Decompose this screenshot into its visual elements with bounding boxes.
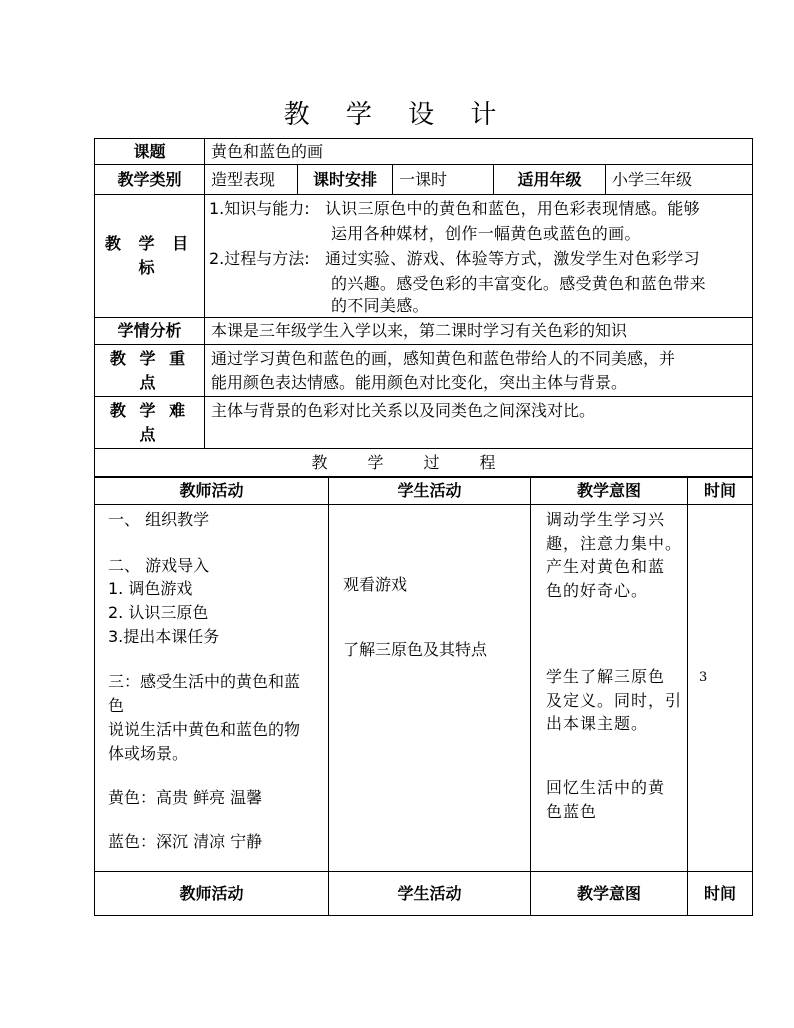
hours-value: 一课时 [393,165,494,195]
goals-label: 教 学 目标 [95,195,205,318]
grade-label: 适用年级 [494,165,606,195]
time-cell [688,505,753,872]
footer-student-header: 学生活动 [329,872,531,916]
goals-row [95,195,753,318]
process-footer-row [95,872,753,916]
difficulty-label [95,397,205,449]
intent-3: 产生对黄色和蓝 [546,557,666,576]
topic-label: 课题 [95,139,205,165]
footer-intent-header: 教学意图 [531,872,688,916]
teacher-step-3-cont: 色 [108,696,125,715]
process-body-row [95,505,753,872]
type-row [95,165,753,195]
key-points-label [95,345,205,397]
situation-row [95,318,753,345]
intent-7: 出本课主题。 [546,714,649,733]
col-time-header: 时间 [688,477,753,505]
intent-2: 趣，注意力集中。 [546,534,683,553]
teacher-step-2-3: 3.提出本课任务 [108,627,220,646]
footer-time-header: 时间 [688,872,753,916]
teacher-step-2-2: 2. 认识三原色 [108,603,209,622]
process-header-row [95,477,753,505]
goal-2-text: 通过实验、游戏、体验等方式，激发学生对色彩学习 [325,249,700,268]
topic-value: 黄色和蓝色的画 [205,139,753,165]
page-title: 教 学 设 计 [283,100,511,130]
student-activity-1: 观看游戏 [343,575,408,594]
student-activity-2: 了解三原色及其特点 [343,640,488,659]
col-student-header: 学生活动 [329,477,531,505]
goal-1-text: 认识三原色中的黄色和蓝色，用色彩表现情感。能够 [325,199,700,218]
difficulty-label-line2: 点 [139,424,160,444]
goal-2 [209,247,748,273]
lesson-info-table [94,138,753,478]
goal-1-text-cont: 运用各种媒材，创作一幅黄色或蓝色的画。 [331,224,641,243]
intent-1: 调动学生学习兴 [546,510,666,529]
intent-9: 色蓝色 [546,802,598,821]
teacher-step-3: 三：感受生活中的黄色和蓝 [108,672,301,691]
student-activities [329,505,531,872]
key-points-line1: 通过学习黄色和蓝色的画，感知黄色和蓝色带给人的不同美感，并 [211,348,676,368]
process-heading-row [95,449,753,478]
goals-content [205,195,753,318]
grade-value: 小学三年级 [606,165,753,195]
col-intent-header: 教学意图 [531,477,688,505]
hours-label: 课时安排 [298,165,393,195]
type-value: 造型表现 [205,165,298,195]
teacher-step-1: 一、 组织教学 [108,510,210,529]
goal-1 [209,197,748,223]
blue-words: 蓝色：深沉 清凉 宁静 [108,832,263,851]
goal-2-text-end: 的不同美感。 [331,296,429,315]
topic-row [95,139,753,165]
difficulty-value: 主体与背景的色彩对比关系以及同类色之间深浅对比。 [205,397,753,449]
goal-2-label: 2.过程与方法: [209,249,310,268]
difficulty-label-line1: 教 学 难 [109,400,190,420]
footer-teacher-header: 教师活动 [95,872,329,916]
teacher-step-3-desc: 说说生活中黄色和蓝色的物 [108,720,301,739]
key-points-row [95,345,753,397]
intent-5: 学生了解三原色 [546,667,666,686]
key-points-line2: 能用颜色表达情感。能用颜色对比变化，突出主体与背景。 [211,372,628,392]
intent-8: 回忆生活中的黄 [546,778,666,797]
process-heading: 教学过程 [95,449,753,478]
teacher-activities [95,505,329,872]
time-value: 3 [699,670,708,685]
yellow-words: 黄色：高贵 鲜亮 温馨 [108,788,263,807]
teacher-step-2: 二、 游戏导入 [108,556,210,575]
goal-1-label: 1.知识与能力: [209,199,310,218]
teacher-step-3-desc-cont: 体或场景。 [108,744,189,763]
key-points-label-line1: 教 学 重 [109,348,190,368]
difficulty-row [95,397,753,449]
key-points-value [205,345,753,397]
goal-2-text-cont: 的兴趣。感受色彩的丰富变化。感受黄色和蓝色带来 [331,274,706,293]
situation-label: 学情分析 [95,318,205,345]
col-teacher-header: 教师活动 [95,477,329,505]
intent-6: 及定义。同时，引 [546,691,683,710]
teacher-step-2-1: 1. 调色游戏 [108,579,193,598]
type-label: 教学类别 [95,165,205,195]
teaching-process-table [94,476,753,916]
intent-4: 色的好奇心。 [546,581,649,600]
teaching-intents [531,505,688,872]
key-points-label-line2: 点 [139,372,160,392]
situation-value: 本课是三年级学生入学以来，第二课时学习有关色彩的知识 [205,318,753,345]
